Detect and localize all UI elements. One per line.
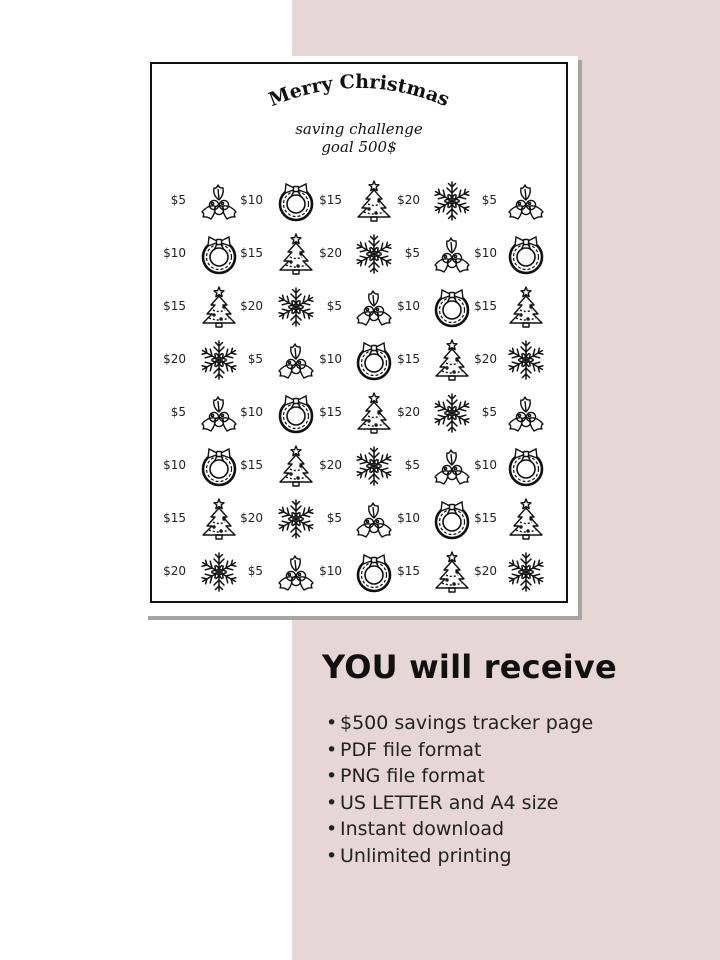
holly-icon xyxy=(430,444,474,488)
cell-amount: $15 xyxy=(474,299,497,313)
wreath-icon xyxy=(274,391,318,435)
cell-amount: $5 xyxy=(404,458,420,472)
cell-amount: $10 xyxy=(474,458,497,472)
cell-amount: $15 xyxy=(397,564,420,578)
holly-icon xyxy=(504,179,548,223)
bullet-icon: • xyxy=(326,844,338,867)
cell-amount: $20 xyxy=(474,352,497,366)
features-list xyxy=(326,710,593,870)
bullet-icon: • xyxy=(326,712,338,734)
wreath-icon xyxy=(352,338,396,382)
cell-amount: $5 xyxy=(326,511,342,525)
cell-amount: $10 xyxy=(474,246,497,260)
cell-amount: $10 xyxy=(319,564,342,578)
holly-icon xyxy=(352,285,396,329)
wreath-icon xyxy=(197,232,241,276)
wreath-icon xyxy=(504,232,548,276)
cell-amount: $15 xyxy=(319,405,342,419)
holly-icon xyxy=(197,391,241,435)
bullet-icon: • xyxy=(326,791,338,814)
snowflake-icon xyxy=(197,550,241,594)
cell-amount: $15 xyxy=(319,193,342,207)
cell-amount: $10 xyxy=(163,458,186,472)
cell-amount: $10 xyxy=(163,246,186,260)
cell-amount: $15 xyxy=(240,458,263,472)
cell-amount: $20 xyxy=(397,405,420,419)
cell-amount: $20 xyxy=(240,299,263,313)
cell-amount: $20 xyxy=(163,352,186,366)
holly-icon xyxy=(274,550,318,594)
cell-amount: $5 xyxy=(247,352,263,366)
cell-amount: $20 xyxy=(319,246,342,260)
tree-icon xyxy=(430,550,474,594)
cell-amount: $10 xyxy=(240,405,263,419)
tree-icon xyxy=(352,179,396,223)
feature-text: US LETTER and A4 size xyxy=(340,791,559,814)
challenge-grid xyxy=(152,64,566,601)
wreath-icon xyxy=(274,179,318,223)
cell-amount: $5 xyxy=(326,299,342,313)
wreath-icon xyxy=(430,497,474,541)
cell-amount: $20 xyxy=(163,564,186,578)
feature-text: $500 savings tracker page xyxy=(340,712,594,734)
cell-amount: $20 xyxy=(319,458,342,472)
feature-text: Unlimited printing xyxy=(340,844,512,867)
snowflake-icon xyxy=(504,550,548,594)
wreath-icon xyxy=(430,285,474,329)
tree-icon xyxy=(197,497,241,541)
holly-icon xyxy=(430,232,474,276)
feature-text: PDF file format xyxy=(340,738,482,761)
snowflake-icon xyxy=(430,179,474,223)
holly-icon xyxy=(197,179,241,223)
snowflake-icon xyxy=(274,285,318,329)
cell-amount: $5 xyxy=(481,193,497,207)
bullet-icon: • xyxy=(326,738,338,761)
cell-amount: $15 xyxy=(474,511,497,525)
tree-icon xyxy=(352,391,396,435)
wreath-icon xyxy=(352,550,396,594)
cell-amount: $20 xyxy=(474,564,497,578)
tree-icon xyxy=(197,285,241,329)
subtitle-line-2: goal 500$ xyxy=(321,138,397,156)
subtitle-line-1: saving challenge xyxy=(295,120,423,138)
snowflake-icon xyxy=(430,391,474,435)
cell-amount: $10 xyxy=(240,193,263,207)
cell-amount: $10 xyxy=(319,352,342,366)
cell-amount: $15 xyxy=(397,352,420,366)
cell-amount: $10 xyxy=(397,511,420,525)
feature-item xyxy=(326,790,593,817)
snowflake-icon xyxy=(352,232,396,276)
snowflake-icon xyxy=(352,444,396,488)
cell-amount: $10 xyxy=(397,299,420,313)
tree-icon xyxy=(504,497,548,541)
cell-amount: $5 xyxy=(481,405,497,419)
feature-text: Instant download xyxy=(340,818,505,841)
wreath-icon xyxy=(197,444,241,488)
snowflake-icon xyxy=(504,338,548,382)
tree-icon xyxy=(274,232,318,276)
tree-icon xyxy=(274,444,318,488)
feature-item xyxy=(326,763,593,790)
cell-amount: $20 xyxy=(240,511,263,525)
feature-text: PNG file format xyxy=(340,765,485,788)
feature-item xyxy=(326,710,593,737)
snowflake-icon xyxy=(274,497,318,541)
cell-amount: $5 xyxy=(170,193,186,207)
bullet-icon: • xyxy=(326,765,338,788)
tree-icon xyxy=(504,285,548,329)
snowflake-icon xyxy=(197,338,241,382)
sheet-title: Merry Christmas xyxy=(265,70,453,112)
tree-icon xyxy=(430,338,474,382)
cell-amount: $15 xyxy=(163,511,186,525)
cell-amount: $5 xyxy=(247,564,263,578)
cell-amount: $15 xyxy=(163,299,186,313)
feature-item xyxy=(326,737,593,764)
feature-item xyxy=(326,843,593,870)
receive-heading: YOU will receive xyxy=(322,648,617,686)
feature-item xyxy=(326,816,593,843)
cell-amount: $20 xyxy=(397,193,420,207)
cell-amount: $5 xyxy=(404,246,420,260)
cell-amount: $5 xyxy=(170,405,186,419)
holly-icon xyxy=(274,338,318,382)
printable-frame xyxy=(150,62,568,603)
holly-icon xyxy=(352,497,396,541)
cell-amount: $15 xyxy=(240,246,263,260)
wreath-icon xyxy=(504,444,548,488)
bullet-icon: • xyxy=(326,818,338,841)
holly-icon xyxy=(504,391,548,435)
